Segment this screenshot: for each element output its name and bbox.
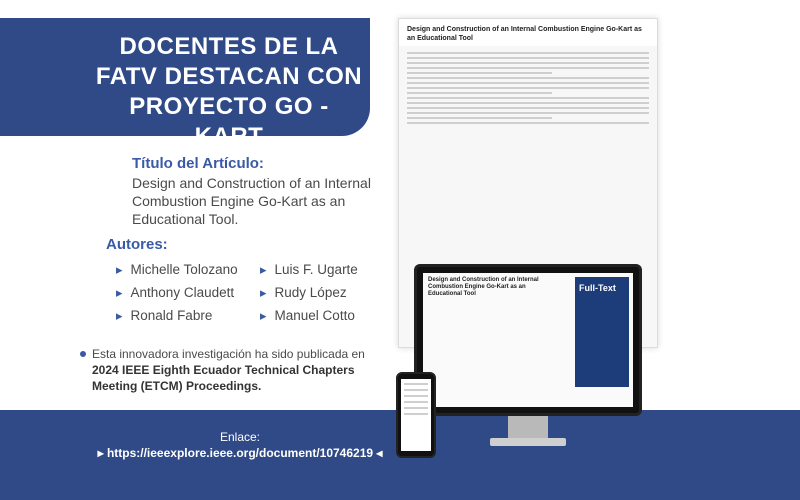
author-item: ▸ Manuel Cotto bbox=[260, 308, 355, 324]
publication-venue: 2024 IEEE Eighth Ecuador Technical Chapters Meeting (ETCM) Proceedings. bbox=[92, 363, 355, 393]
article-label: Título del Artículo: bbox=[132, 155, 264, 172]
author-item: ▸ Michelle Tolozano bbox=[116, 262, 238, 278]
headline: DOCENTES DE LA FATV DESTACAN CON PROYECTO GO - KART bbox=[95, 33, 363, 150]
bullet-dot bbox=[80, 351, 86, 357]
arrow-right-icon: ▸ bbox=[97, 446, 107, 460]
author-item: ▸ Luis F. Ugarte bbox=[260, 262, 358, 278]
author-item: ▸ Rudy López bbox=[260, 285, 347, 301]
publication-text: Esta innovadora investigación ha sido publicada en bbox=[92, 347, 365, 361]
screen-title: Design and Construction of an Internal Combustion Engine Go-Kart as an Educational Tool bbox=[428, 277, 539, 297]
article-title: Design and Construction of an Internal Combustion Engine Go-Kart as an Educational Tool. bbox=[132, 175, 371, 227]
author-item: ▸ Ronald Fabre bbox=[116, 308, 212, 324]
monitor-base bbox=[490, 438, 566, 446]
authors-label: Autores: bbox=[106, 236, 168, 253]
arrow-left-icon: ◂ bbox=[373, 446, 383, 460]
link-label: Enlace: bbox=[219, 430, 261, 444]
document-title: Design and Construction of an Internal Combustion Engine Go-Kart as an Educational Tool bbox=[407, 26, 642, 42]
url-text: https://ieeexplore.ieee.org/document/10746219 bbox=[106, 446, 374, 460]
headline-panel bbox=[70, 18, 370, 150]
author-item: ▸ Anthony Claudett bbox=[116, 285, 234, 301]
link-url[interactable] bbox=[90, 446, 390, 460]
phone-mockup bbox=[396, 372, 436, 458]
monitor-stand bbox=[508, 416, 548, 440]
publication-note bbox=[92, 346, 372, 394]
screen-ad bbox=[575, 277, 629, 387]
ad-text: Full-Text bbox=[579, 283, 616, 293]
monitor-mockup bbox=[414, 264, 642, 416]
